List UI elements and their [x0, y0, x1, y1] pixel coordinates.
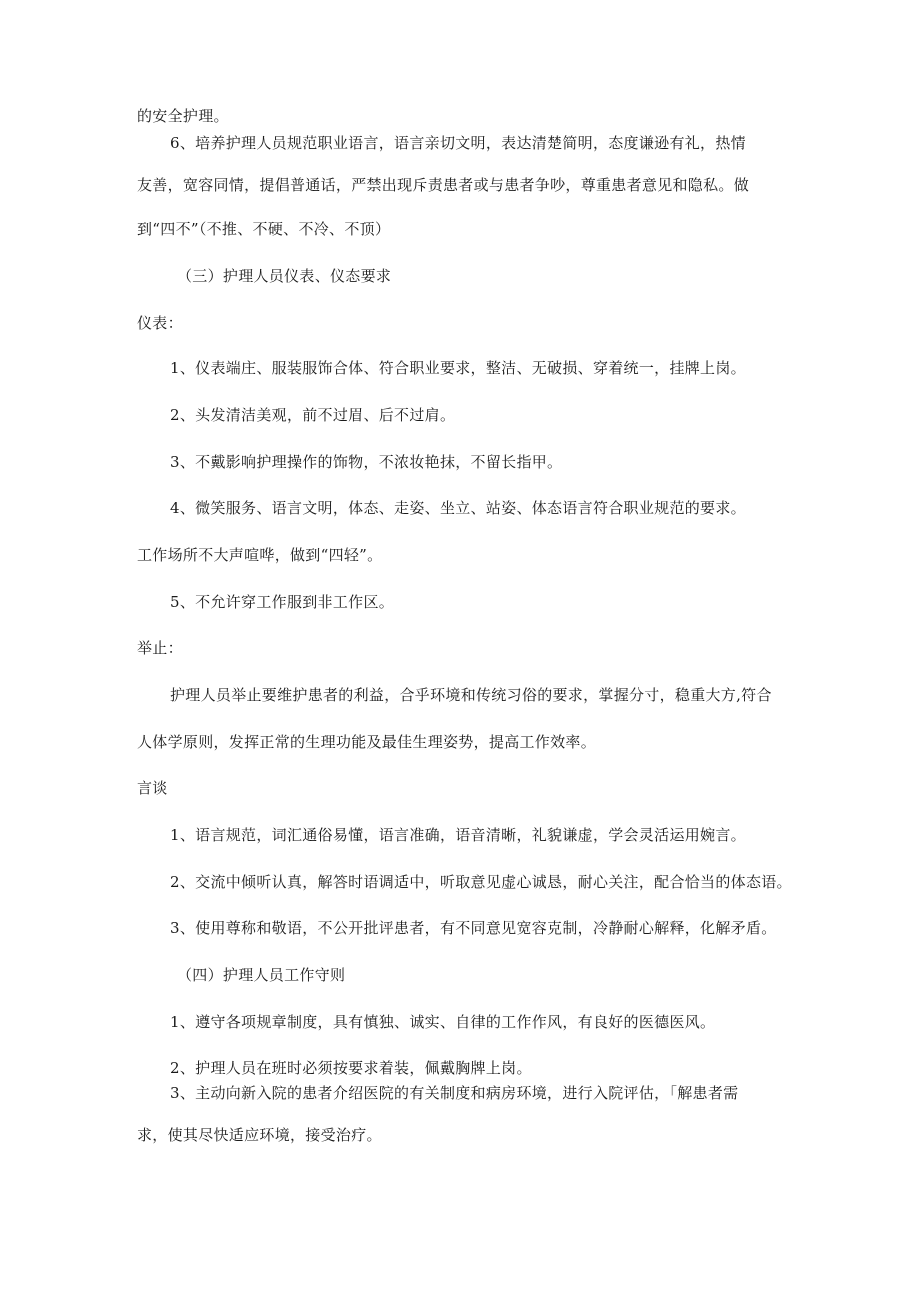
text-line: 工作场所不大声喧哗，做到“四轻”。	[137, 546, 383, 564]
text-line: 2、交流中倾听认真，解答时语调适中，听取意见虚心诚恳，耐心关注，配合恰当的体态语。	[170, 873, 792, 891]
text-line: 2、头发清洁美观，前不过眉、后不过肩。	[170, 406, 456, 424]
text-line: 3、主动向新入院的患者介绍医院的有关制度和病房环境，进行入院评估，「解患者需	[170, 1084, 739, 1102]
text-line: 到“四不”（不推、不硬、不冷、不顶）	[137, 220, 391, 238]
text-line: 求，使其尽快适应环境，接受治疗。	[137, 1126, 382, 1144]
text-line: 1、仪表端庄、服装服饰合体、符合职业要求，整洁、无破损、穿着统一，挂牌上岗。	[170, 359, 746, 377]
text-line: 6、培养护理人员规范职业语言，语言亲切文明，表达清楚简明，态度谦逊有礼，热情	[170, 134, 746, 152]
subheading: 举止：	[137, 639, 183, 657]
text-line: 3、使用尊称和敬语，不公开批评患者，有不同意见宽容克制，冷静耐心解释，化解矛盾。	[170, 919, 777, 937]
text-line: 护理人员举止要维护患者的利益，合乎环境和传统习俗的要求，掌握分寸，稳重大方,符合	[170, 686, 772, 704]
text-line: 的安全护理。	[137, 107, 229, 125]
section-heading: （四）护理人员工作守则	[177, 966, 346, 984]
text-line: 2、护理人员在班时必须按要求着装，佩戴胸牌上岗。	[170, 1059, 532, 1077]
text-line: 3、不戴影响护理操作的饰物，不浓妆艳抹，不留长指甲。	[170, 453, 563, 471]
subheading: 言谈	[137, 779, 168, 797]
section-heading: （三）护理人员仪表、仪态要求	[177, 267, 392, 285]
text-line: 4、微笑服务、语言文明，体态、走姿、坐立、站姿、体态语言符合职业规范的要求。	[170, 499, 746, 517]
text-line: 5、不允许穿工作服到非工作区。	[170, 593, 395, 611]
text-line: 1、遵守各项规章制度，具有慎独、诚实、自律的工作作风，有良好的医德医风。	[170, 1013, 716, 1031]
subheading: 仪表：	[137, 314, 183, 332]
text-line: 1、语言规范，词汇通俗易懂，语言准确，语音清晰，礼貌谦虚，学会灵活运用婉言。	[170, 826, 746, 844]
text-line: 人体学原则，发挥正常的生理功能及最佳生理姿势，提高工作效率。	[137, 733, 597, 751]
text-line: 友善，宽容同情，提倡普通话，严禁出现斥责患者或与患者争吵，尊重患者意见和隐私。做	[137, 176, 750, 194]
